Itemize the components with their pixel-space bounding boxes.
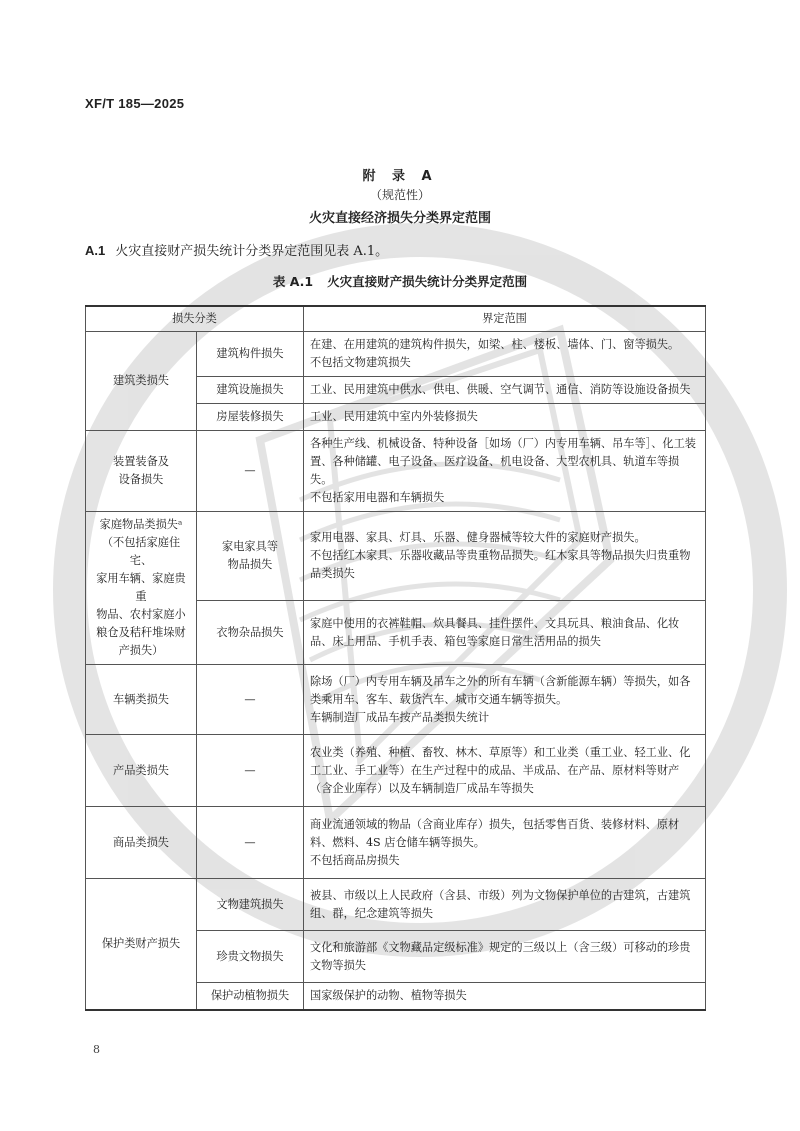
- scope-cell: [304, 332, 706, 377]
- category-line: 设备损失: [118, 473, 164, 486]
- clause-text: 火灾直接财产损失统计分类界定范围见表 A.1。: [115, 244, 389, 259]
- subcategory-cell: —: [197, 665, 304, 735]
- scope-cell: 国家级保护的动物、植物等损失: [304, 983, 706, 1011]
- clause-a1: [85, 240, 388, 259]
- category-line: 装置装备及: [113, 455, 169, 468]
- header-scope: 界定范围: [304, 306, 706, 332]
- scope-line: 不包括家用电器和车辆损失: [310, 491, 445, 504]
- subcategory-cell: 文物建筑损失: [197, 879, 304, 931]
- appendix-heading: 火灾直接经济损失分类界定范围: [308, 211, 491, 226]
- category-cell: 商品类损失: [86, 807, 197, 879]
- category-cell: 保护类财产损失: [86, 879, 197, 1011]
- scope-cell: [304, 512, 706, 601]
- table-caption: [0, 272, 800, 290]
- table-number: 表 A.1: [272, 274, 314, 289]
- scope-cell: 家庭中使用的衣裤鞋帽、炊具餐具、挂件摆件、文具玩具、粮油食品、化妆品、床上用品、手机手表、箱包等家庭日常生活用品的损失: [304, 601, 706, 665]
- table-row: [86, 665, 706, 735]
- scope-line: 商业流通领域的物品（含商业库存）损失，包括零售百货、装修材料、原材料、燃料、4S 店仓储车辆等损失。: [310, 817, 680, 849]
- table-row: [86, 332, 706, 377]
- header-category: 损失分类: [86, 306, 304, 332]
- scope-cell: 被县、市级以上人民政府（含县、市级）列为文物保护单位的古建筑，古建筑组、群，纪念建筑等损失: [304, 879, 706, 931]
- category-cell: 建筑类损失: [86, 332, 197, 431]
- category-line: （不包括家庭住宅、: [101, 536, 181, 567]
- subcategory-cell: —: [197, 807, 304, 879]
- subcategory-cell: 衣物杂品损失: [197, 601, 304, 665]
- subcategory-cell: 保护动植物损失: [197, 983, 304, 1011]
- appendix-title: 附 录 A: [362, 169, 438, 184]
- category-line: 产损失）: [118, 644, 164, 657]
- scope-cell: [304, 807, 706, 879]
- table-header-row: [86, 306, 706, 332]
- table-row: [86, 512, 706, 601]
- scope-cell: [304, 431, 706, 512]
- clause-number: A.1: [85, 243, 106, 258]
- table-title: 火灾直接财产损失统计分类界定范围: [327, 274, 528, 289]
- scope-line: 车辆制造厂成品车按产品类损失统计: [310, 710, 490, 724]
- page-number: 8: [93, 1043, 100, 1056]
- scope-line: 在建、在用建筑的建筑构件损失，如梁、柱、楼板、墙体、门、窗等损失。: [310, 338, 680, 351]
- subcategory-cell: —: [197, 735, 304, 807]
- table-row: [86, 431, 706, 512]
- category-cell: [86, 431, 197, 512]
- category-line: 物品、农村家庭小: [96, 608, 186, 621]
- category-line: 家用车辆、家庭贵重: [96, 572, 186, 603]
- appendix-subtitle: （规范性）: [369, 188, 430, 202]
- subcategory-cell: 房屋装修损失: [197, 404, 304, 431]
- scope-line: 不包括红木家具、乐器收藏品等贵重物品损失。红木家具等物品损失归贵重物品类损失: [310, 549, 691, 581]
- category-cell: [86, 512, 197, 665]
- table-row: [86, 879, 706, 931]
- subcategory-cell: [197, 512, 304, 601]
- category-cell: 产品类损失: [86, 735, 197, 807]
- subcategory-cell: 珍贵文物损失: [197, 931, 304, 983]
- table-row: [86, 807, 706, 879]
- category-line: 粮仓及秸秆堆垛财: [96, 626, 186, 639]
- scope-line: 各种生产线、机械设备、特种设备［如场（厂）内专用车辆、吊车等］、化工装置、各种储罐、电子设备、医疗设备、机电设备、大型农机具、轨道车等损失。: [310, 437, 696, 486]
- subcategory-line: 家电家具等: [222, 540, 278, 554]
- table-row: [86, 735, 706, 807]
- scope-line: 家用电器、家具、灯具、乐器、健身器械等较大件的家庭财产损失。: [310, 531, 646, 545]
- subcategory-cell: 建筑构件损失: [197, 332, 304, 377]
- scope-line: 不包括商品房损失: [310, 853, 400, 867]
- scope-cell: 工业、民用建筑中供水、供电、供暖、空气调节、通信、消防等设施设备损失: [304, 377, 706, 404]
- scope-cell: 文化和旅游部《文物藏品定级标准》规定的三级以上（含三级）可移动的珍贵文物等损失: [304, 931, 706, 983]
- scope-line: 不包括文物建筑损失: [310, 356, 411, 369]
- subcategory-cell: 建筑设施损失: [197, 377, 304, 404]
- category-line: 家庭物品类损失ᵃ: [99, 518, 183, 531]
- subcategory-cell: —: [197, 431, 304, 512]
- scope-cell: [304, 665, 706, 735]
- scope-cell: 农业类（养殖、种植、畜牧、林木、草原等）和工业类（重工业、轻工业、化工工业、手工业等）在生产过程中的成品、半成品、在产品、原材料等财产（含企业库存）以及车辆制造厂成品车等损失: [304, 735, 706, 807]
- document-code: XF/T 185—2025: [85, 96, 185, 111]
- scope-cell: 工业、民用建筑中室内外装修损失: [304, 404, 706, 431]
- scope-line: 除场（厂）内专用车辆及吊车之外的所有车辆（含新能源车辆）等损失，如各类乘用车、客车、载货汽车、城市交通车辆等损失。: [310, 674, 691, 706]
- category-cell: 车辆类损失: [86, 665, 197, 735]
- subcategory-line: 物品损失: [227, 558, 273, 572]
- loss-classification-table: [85, 305, 706, 1011]
